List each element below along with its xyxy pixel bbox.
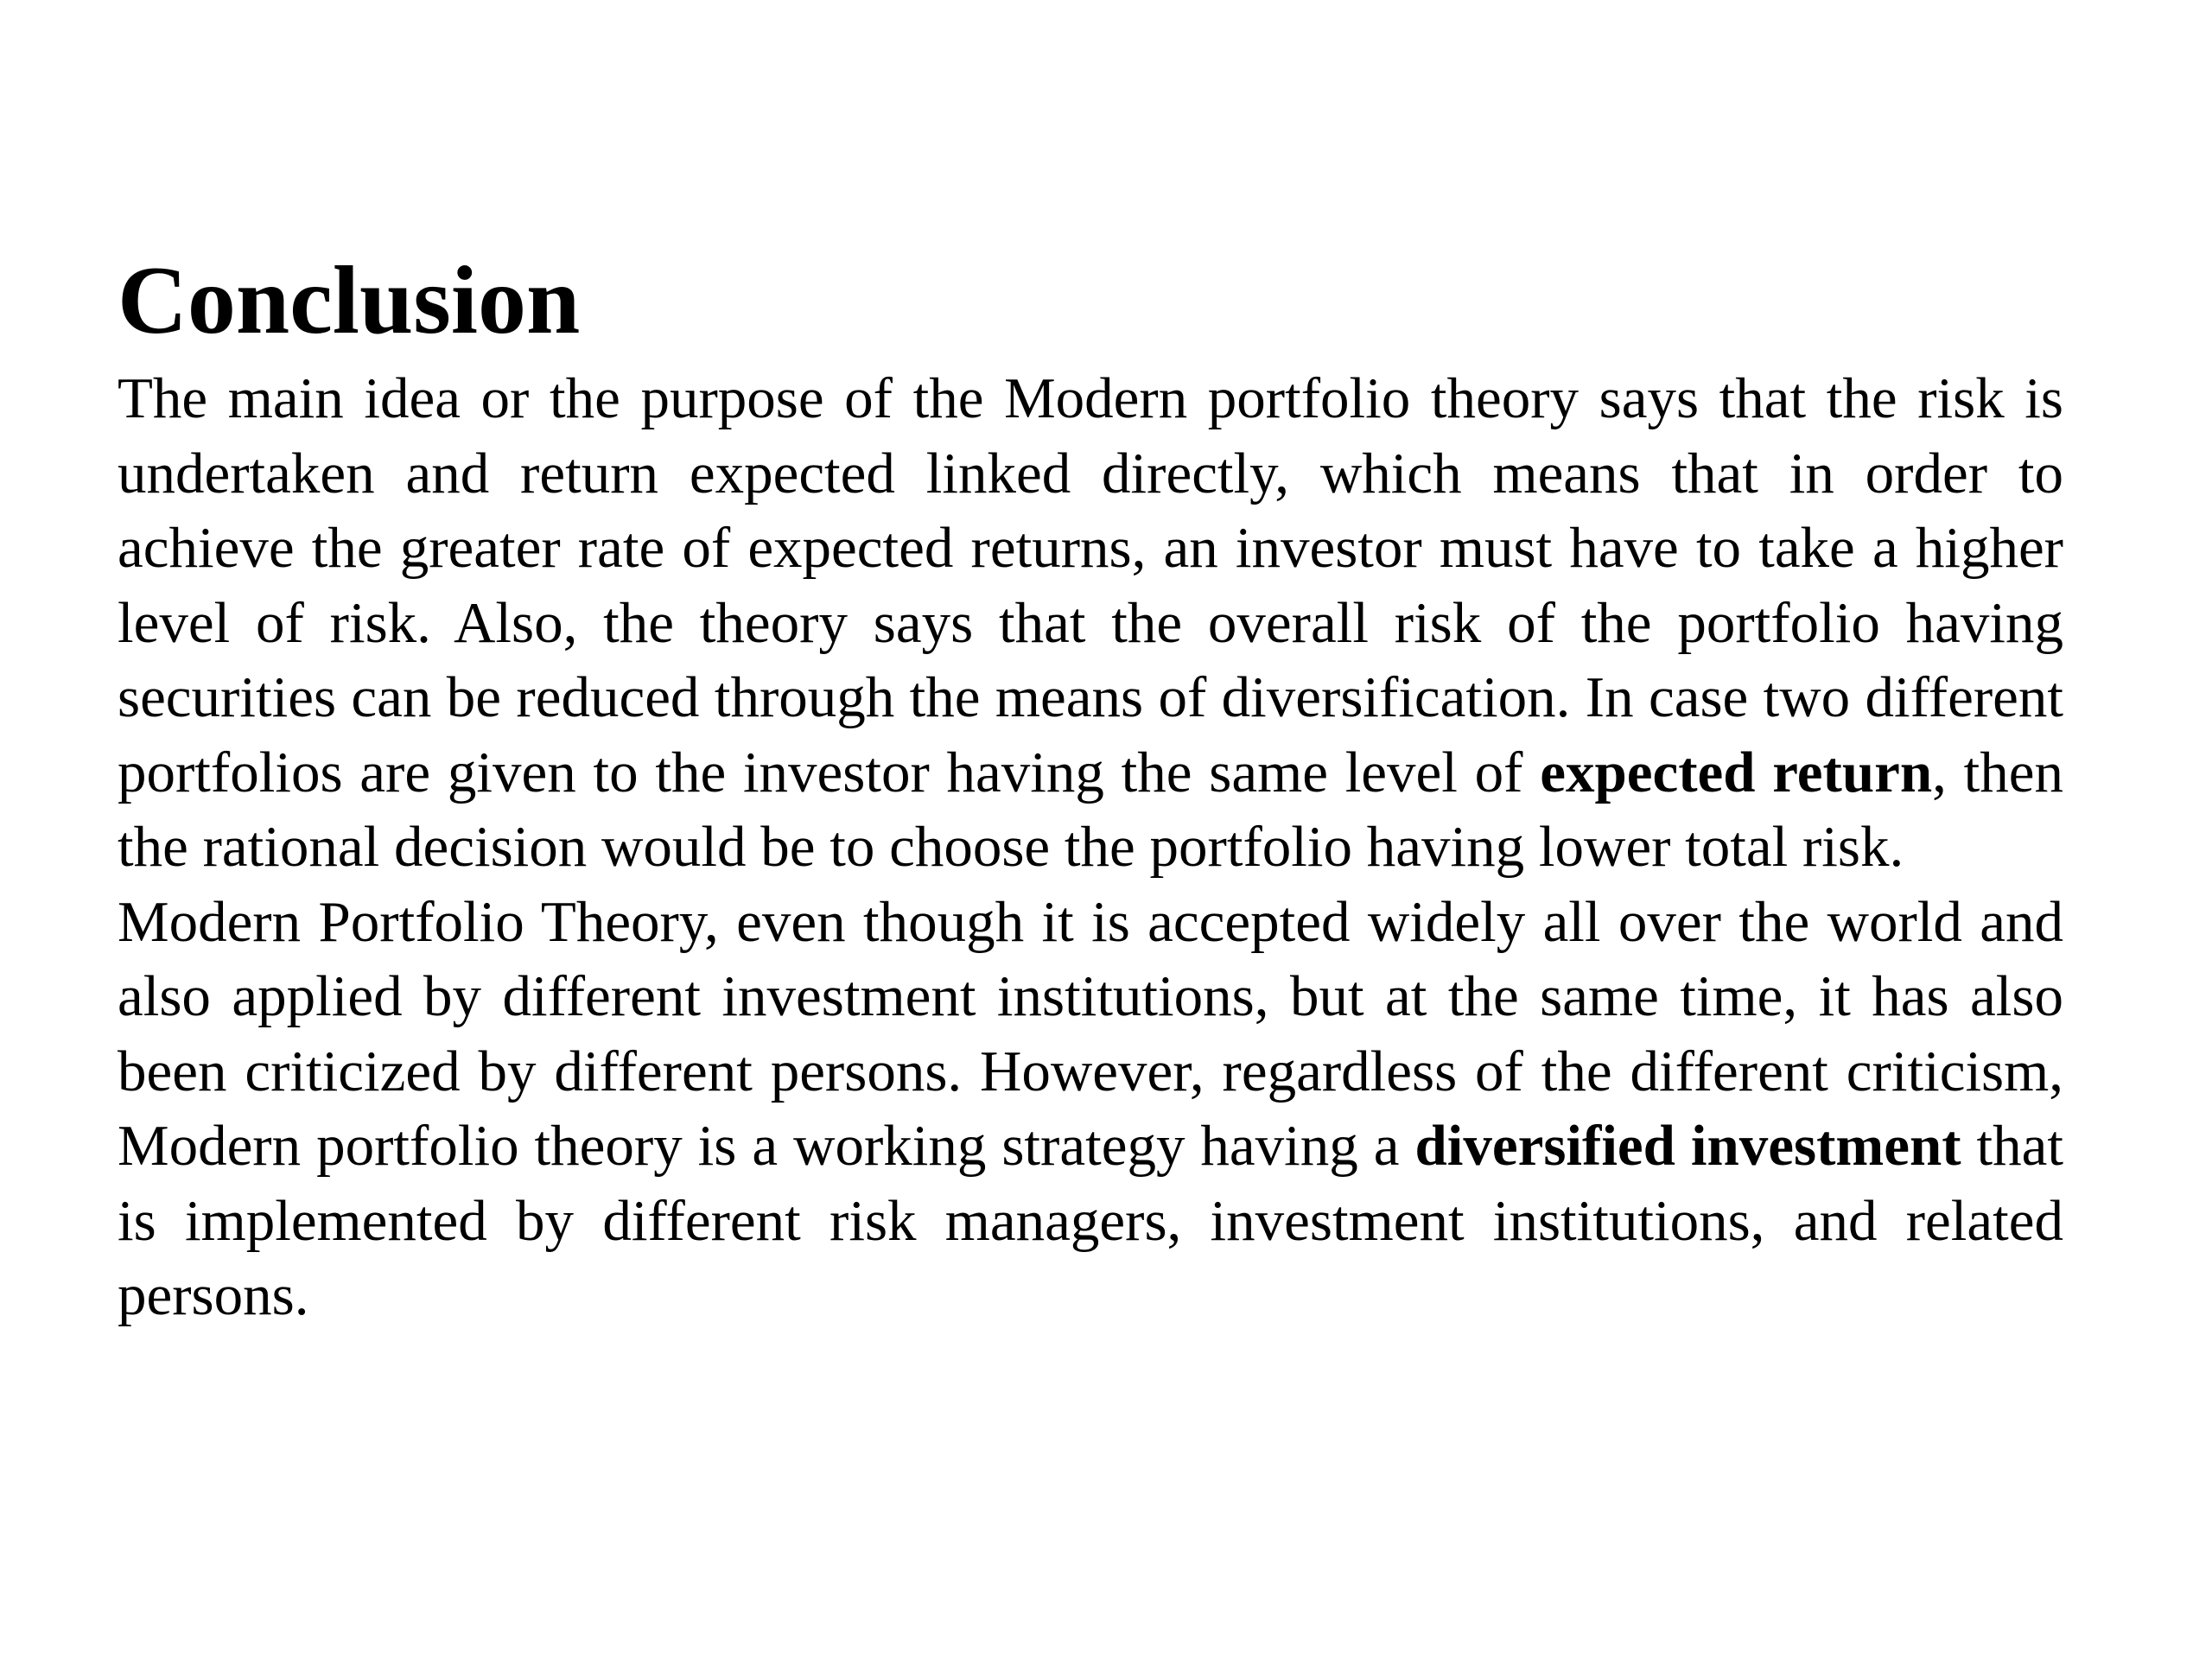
document-page — [118, 240, 2063, 1333]
paragraph-1-bold-term: expected return — [1540, 740, 1933, 804]
paragraph-1-text-before: The main idea or the purpose of the Modern portfolio theory says that the risk is undertaken and return expected linked directly, which means that in order to achieve the greater rate of expected returns, an investor must have to take a higher level of risk. Also, the theory says that the overall risk of the portfolio having securities can be reduced through the means of diversification. In case two different portfolios are given to the investor having the same level of — [118, 366, 2063, 804]
paragraph-1 — [118, 361, 2063, 885]
page-title: Conclusion — [118, 247, 581, 354]
paragraph-2 — [118, 885, 2063, 1333]
paragraph-1-text-after: , then the rational decision would be to choose the portfolio having lower total risk. — [118, 740, 2063, 879]
paragraph-2-text-before: Modern Portfolio Theory, even though it is accepted widely all over the world and also applied by different investment institutions, but at the same time, it has also been criticized by different persons. However, regardless of the different criticism, Modern portfolio theory is a working strategy having a — [118, 889, 2063, 1178]
paragraph-2-text-after: that is implemented by different risk managers, investment institutions, and related persons. — [118, 1114, 2063, 1327]
paragraph-2-bold-term: diversified investment — [1414, 1114, 1961, 1178]
